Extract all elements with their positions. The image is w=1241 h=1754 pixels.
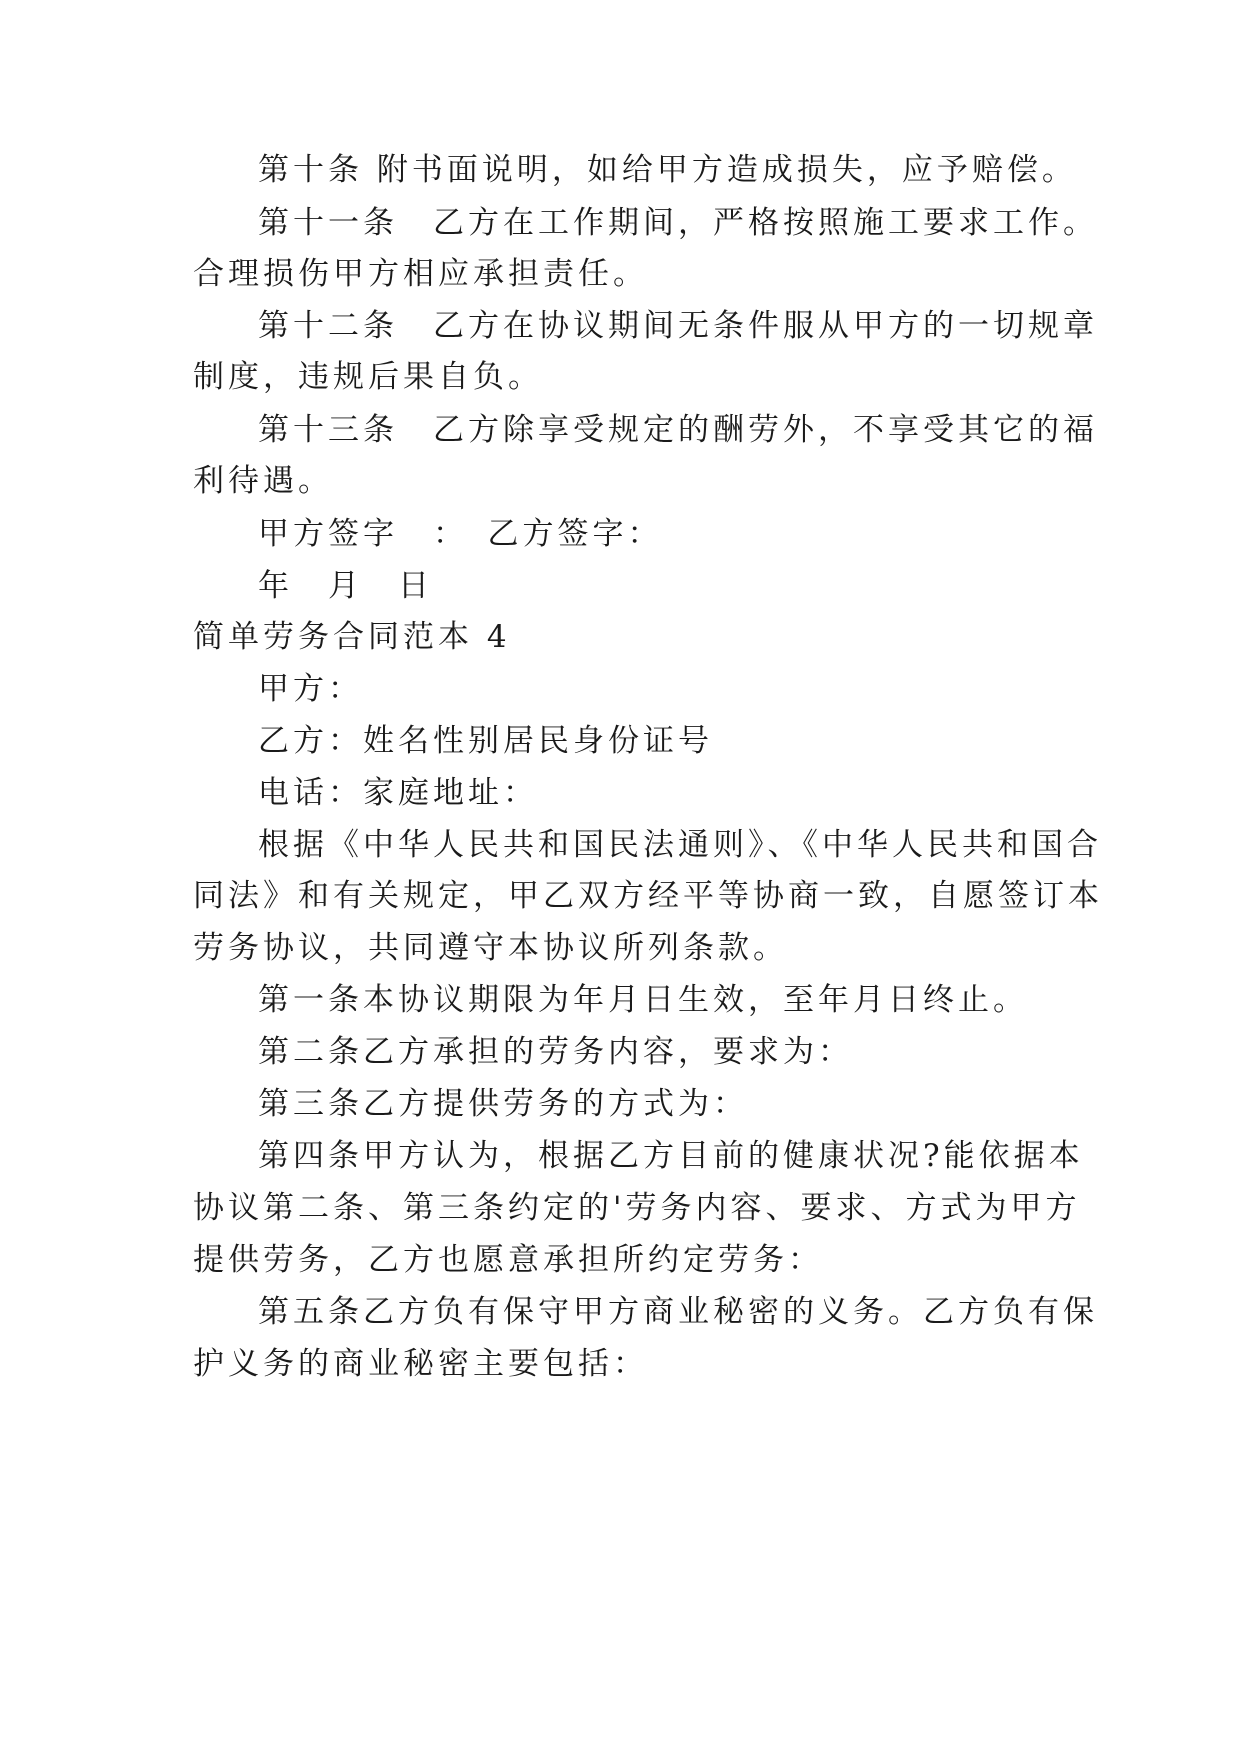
paragraph-line: 制度，违规后果自负。 bbox=[193, 359, 543, 395]
paragraph-line: 第二条乙方承担的劳务内容，要求为： bbox=[258, 1034, 853, 1070]
paragraph-line: 第四条甲方认为，根据乙方目前的健康状况?能依据本 bbox=[258, 1138, 1084, 1174]
party-a-line: 甲方： bbox=[258, 671, 363, 707]
paragraph-line: 第十三条 乙方除享受规定的酬劳外，不享受其它的福 bbox=[258, 412, 1098, 448]
paragraph-line: 协议第二条、第三条约定的'劳务内容、要求、方式为甲方 bbox=[193, 1190, 1081, 1226]
paragraph-line: 第五条乙方负有保守甲方商业秘密的义务。乙方负有保 bbox=[258, 1294, 1098, 1330]
signature-line: 甲方签字 ： 乙方签字： bbox=[258, 516, 663, 552]
paragraph-line: 利待遇。 bbox=[193, 463, 333, 499]
paragraph-line: 根据《中华人民共和国民法通则》、《中华人民共和国合 bbox=[258, 827, 1102, 863]
paragraph-line: 提供劳务，乙方也愿意承担所约定劳务： bbox=[193, 1242, 823, 1278]
paragraph-line: 第三条乙方提供劳务的方式为： bbox=[258, 1086, 748, 1122]
contact-line: 电话：家庭地址： bbox=[258, 775, 538, 811]
date-line: 年 月 日 bbox=[258, 568, 433, 604]
section-heading: 简单劳务合同范本 4 bbox=[193, 619, 511, 655]
paragraph-line: 第十二条 乙方在协议期间无条件服从甲方的一切规章 bbox=[258, 308, 1098, 344]
paragraph-line: 劳务协议，共同遵守本协议所列条款。 bbox=[193, 930, 788, 966]
paragraph-line: 第一条本协议期限为年月日生效，至年月日终止。 bbox=[258, 982, 1028, 1018]
paragraph-line: 第十条 附书面说明，如给甲方造成损失，应予赔偿。 bbox=[258, 152, 1077, 188]
paragraph-line: 护义务的商业秘密主要包括： bbox=[193, 1346, 648, 1382]
party-b-line: 乙方：姓名性别居民身份证号 bbox=[258, 723, 713, 759]
paragraph-line: 同法》和有关规定，甲乙双方经平等协商一致，自愿签订本 bbox=[193, 878, 1103, 914]
paragraph-line: 合理损伤甲方相应承担责任。 bbox=[193, 256, 648, 292]
paragraph-line: 第十一条 乙方在工作期间，严格按照施工要求工作。 bbox=[258, 205, 1098, 241]
